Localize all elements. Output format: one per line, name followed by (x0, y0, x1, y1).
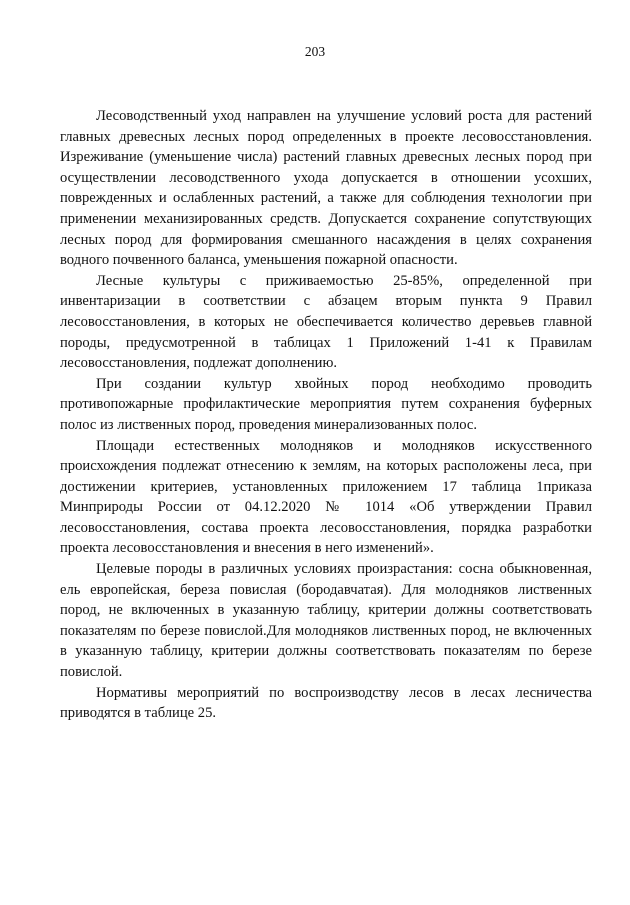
paragraph-target-species: Целевые породы в различных условиях произрастания: сосна обыкновенная, ель европейская, береза повислая (бородавчатая). Для молодняков лиственных пород, не включенных в указанную таблицу, критерии должны соответствовать показателям по березе повислой.Для молодняков лиственных пород, не включенных в указанную таблицу, критерии должны соответствовать показателям по березе повислой. (60, 561, 592, 681)
document-body (60, 106, 592, 724)
paragraph-young-stands: Площади естественных молодняков и молодняков искусственного происхождения подлежат отнесению к землям, на которых расположены леса, при достижении критериев, установленных приложением 17 таблица 1приказа Минприроды России от 04.12.2020 № 1014 «Об утверждении Правил лесовосстановления, состава проекта лесовосстановления, порядка разработки проекта лесовосстановления и внесения в него изменений». (60, 437, 592, 557)
page-number: 203 (304, 44, 326, 59)
paragraph-fire-prevention: При создании культур хвойных пород необходимо проводить противопожарные профилактические мероприятия путем сохранения буферных полос из лиственных пород, проведения минерализованных полос. (60, 375, 592, 433)
paragraph-standards-table: Нормативы мероприятий по воспроизводству лесов в лесах лесничества приводятся в таблице 25. (60, 684, 592, 722)
paragraph-silvicultural-care: Лесоводственный уход направлен на улучшение условий роста для растений главных древесных лесных пород определенных в проекте лесовосстановления. Изреживание (уменьшение числа) растений главных древесных лесных пород при осуществлении лесоводственного ухода допускается в отношении усохших, поврежденных и ослабленных растений, а также для соблюдения технологии при применении механизированных средств. Допускается сохранение сопутствующих лесных пород для формирования смешанного насаждения в целях сохранения водного почвенного баланса, уменьшения пожарной опасности. (60, 108, 592, 269)
paragraph-forest-cultures: Лесные культуры с приживаемостью 25-85%, определенной при инвентаризации в соответствии с абзацем вторым пункта 9 Правил лесовосстановления, в которых не обеспечивается количество деревьев главной породы, предусмотренной в таблицах 1 Приложений 1-41 к Правилам лесовосстановления, подлежат дополнению. (60, 272, 592, 372)
